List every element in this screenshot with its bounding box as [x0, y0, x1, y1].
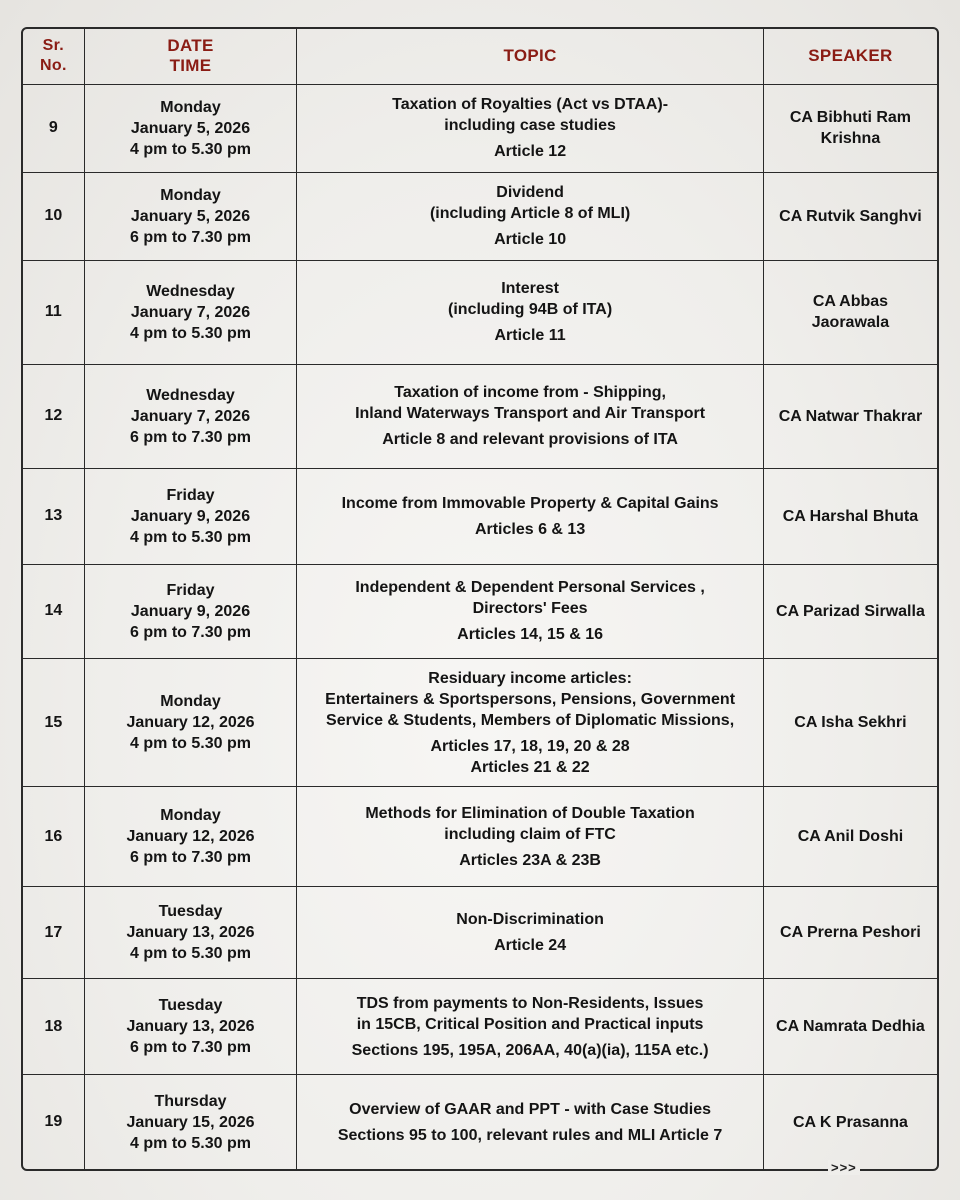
speaker-name-line: Krishna	[820, 130, 881, 148]
row-date-time	[84, 979, 297, 1075]
topic-line: Service & Students, Members of Diplomatic Missions,	[326, 711, 735, 729]
row-topic	[297, 364, 764, 468]
table-row	[23, 564, 937, 658]
row-day: Friday	[166, 486, 215, 504]
row-time: 4 pm to 5.30 pm	[130, 735, 251, 753]
table-row	[23, 659, 937, 787]
topic-reference: Articles 21 & 22	[470, 758, 590, 776]
row-date: January 5, 2026	[130, 207, 251, 225]
row-date: January 15, 2026	[126, 1113, 255, 1131]
topic-line: including case studies	[444, 117, 616, 135]
row-date-time	[84, 659, 297, 787]
row-date-time	[84, 1075, 297, 1169]
table-row	[23, 364, 937, 468]
row-day: Wednesday	[146, 386, 235, 404]
schedule-table	[23, 29, 937, 1169]
row-day: Friday	[166, 581, 215, 599]
row-date-time	[84, 787, 297, 887]
speaker-name-line: CA Harshal Bhuta	[782, 507, 919, 525]
row-sr-no: 12	[23, 364, 84, 468]
row-day: Wednesday	[146, 282, 235, 300]
row-topic	[297, 1075, 764, 1169]
row-topic	[297, 659, 764, 787]
row-topic	[297, 172, 764, 260]
row-sr-no: 13	[23, 468, 84, 564]
row-sr-no: 17	[23, 887, 84, 979]
row-topic	[297, 787, 764, 887]
topic-reference: Article 12	[494, 143, 567, 161]
row-speaker	[763, 260, 937, 364]
speaker-name-line: CA Prerna Peshori	[780, 924, 921, 942]
row-date: January 12, 2026	[126, 714, 255, 732]
row-date-time	[84, 260, 297, 364]
row-speaker	[763, 172, 937, 260]
row-date-time	[84, 468, 297, 564]
topic-line: Independent & Dependent Personal Services ,	[355, 579, 705, 597]
header-speaker: SPEAKER	[763, 29, 937, 84]
row-topic	[297, 468, 764, 564]
topic-line: Inland Waterways Transport and Air Transport	[355, 405, 706, 423]
row-sr-no: 11	[23, 260, 84, 364]
speaker-name-line: CA Namrata Dedhia	[776, 1018, 925, 1036]
row-sr-no: 16	[23, 787, 84, 887]
row-speaker	[763, 84, 937, 172]
row-date: January 7, 2026	[130, 303, 251, 321]
table-body	[23, 84, 937, 1169]
row-time: 6 pm to 7.30 pm	[130, 623, 251, 641]
table-row	[23, 84, 937, 172]
topic-line: Entertainers & Sportspersons, Pensions, Government	[325, 690, 736, 708]
row-date-time	[84, 887, 297, 979]
topic-reference: Sections 95 to 100, relevant rules and MLI Article 7	[337, 1126, 723, 1144]
row-sr-no: 18	[23, 979, 84, 1075]
topic-reference: Articles 14, 15 & 16	[457, 626, 604, 644]
row-date: January 5, 2026	[130, 119, 251, 137]
topic-reference: Article 8 and relevant provisions of ITA	[382, 431, 678, 449]
row-speaker	[763, 468, 937, 564]
topic-reference: Sections 195, 195A, 206AA, 40(a)(ia), 115A etc.)	[351, 1041, 709, 1059]
row-day: Tuesday	[158, 903, 223, 921]
topic-line: Non-Discrimination	[456, 911, 604, 929]
table-row	[23, 887, 937, 979]
topic-line: Directors' Fees	[472, 600, 588, 618]
row-sr-no: 10	[23, 172, 84, 260]
header-sr-line: Sr.	[42, 37, 65, 55]
row-time: 6 pm to 7.30 pm	[130, 228, 251, 246]
row-speaker	[763, 979, 937, 1075]
row-sr-no: 19	[23, 1075, 84, 1169]
topic-line: including claim of FTC	[444, 825, 616, 843]
speaker-name-line: CA Isha Sekhri	[794, 714, 907, 732]
row-time: 4 pm to 5.30 pm	[130, 324, 251, 342]
row-date: January 13, 2026	[126, 924, 255, 942]
topic-line: (including Article 8 of MLI)	[429, 205, 631, 223]
topic-line: Overview of GAAR and PPT - with Case Studies	[349, 1100, 712, 1118]
row-date: January 12, 2026	[126, 828, 255, 846]
row-date: January 7, 2026	[130, 407, 251, 425]
table-row	[23, 468, 937, 564]
row-date: January 9, 2026	[130, 602, 251, 620]
topic-line: in 15CB, Critical Position and Practical inputs	[356, 1015, 704, 1033]
row-time: 4 pm to 5.30 pm	[130, 140, 251, 158]
speaker-name-line: CA Abbas	[812, 293, 889, 311]
row-sr-no: 15	[23, 659, 84, 787]
topic-reference: Article 11	[494, 327, 566, 345]
speaker-name-line: CA Parizad Sirwalla	[776, 602, 925, 620]
row-time: 4 pm to 5.30 pm	[130, 528, 251, 546]
row-day: Monday	[160, 693, 221, 711]
topic-line: (including 94B of ITA)	[448, 301, 613, 319]
row-day: Monday	[160, 98, 221, 116]
topic-reference: Articles 23A & 23B	[459, 851, 601, 869]
row-time: 4 pm to 5.30 pm	[130, 945, 251, 963]
topic-reference: Article 10	[494, 231, 567, 249]
table-row	[23, 260, 937, 364]
topic-line: Taxation of Royalties (Act vs DTAA)-	[392, 96, 669, 114]
topic-line: Methods for Elimination of Double Taxation	[365, 804, 695, 822]
header-date-line: DATE	[167, 36, 214, 56]
row-date-time	[84, 564, 297, 658]
row-sr-no: 9	[23, 84, 84, 172]
topic-line: Income from Immovable Property & Capital Gains	[341, 494, 719, 512]
speaker-name-line: CA Rutvik Sanghvi	[779, 207, 922, 225]
topic-line: Interest	[501, 280, 559, 298]
row-time: 6 pm to 7.30 pm	[130, 1039, 251, 1057]
header-date-time	[84, 29, 297, 84]
row-topic	[297, 564, 764, 658]
next-page-indicator: >>>	[828, 1160, 860, 1175]
row-date: January 13, 2026	[126, 1018, 255, 1036]
topic-line: TDS from payments to Non-Residents, Issues	[356, 994, 704, 1012]
topic-reference: Articles 17, 18, 19, 20 & 28	[430, 737, 630, 755]
topic-line: Taxation of income from - Shipping,	[394, 384, 666, 402]
row-speaker	[763, 1075, 937, 1169]
speaker-name-line: Jaorawala	[811, 314, 890, 332]
header-topic: TOPIC	[297, 29, 764, 84]
speaker-name-line: CA K Prasanna	[792, 1113, 908, 1131]
table-row	[23, 1075, 937, 1169]
speaker-name-line: CA Anil Doshi	[797, 828, 904, 846]
speaker-name-line: CA Natwar Thakrar	[778, 407, 923, 425]
row-speaker	[763, 364, 937, 468]
row-day: Thursday	[154, 1092, 227, 1110]
row-speaker	[763, 787, 937, 887]
row-date: January 9, 2026	[130, 507, 251, 525]
table-row	[23, 979, 937, 1075]
table-header-row	[23, 29, 937, 84]
header-sr-no	[23, 29, 84, 84]
row-date-time	[84, 364, 297, 468]
row-day: Tuesday	[158, 997, 223, 1015]
schedule-table-container	[21, 27, 939, 1171]
table-row	[23, 787, 937, 887]
topic-line: Dividend	[496, 184, 564, 202]
row-date-time	[84, 172, 297, 260]
row-day: Monday	[160, 186, 221, 204]
row-sr-no: 14	[23, 564, 84, 658]
speaker-name-line: CA Bibhuti Ram	[789, 109, 912, 127]
header-time-line: TIME	[169, 56, 212, 76]
row-time: 6 pm to 7.30 pm	[130, 428, 251, 446]
table-row	[23, 172, 937, 260]
topic-reference: Article 24	[494, 937, 567, 955]
topic-reference: Articles 6 & 13	[474, 520, 586, 538]
row-time: 4 pm to 5.30 pm	[130, 1134, 251, 1152]
row-topic	[297, 979, 764, 1075]
row-day: Monday	[160, 807, 221, 825]
row-topic	[297, 887, 764, 979]
topic-line: Residuary income articles:	[428, 669, 632, 687]
header-no-line: No.	[40, 57, 67, 75]
row-topic	[297, 260, 764, 364]
row-speaker	[763, 887, 937, 979]
row-date-time	[84, 84, 297, 172]
row-time: 6 pm to 7.30 pm	[130, 849, 251, 867]
row-speaker	[763, 659, 937, 787]
row-speaker	[763, 564, 937, 658]
row-topic	[297, 84, 764, 172]
